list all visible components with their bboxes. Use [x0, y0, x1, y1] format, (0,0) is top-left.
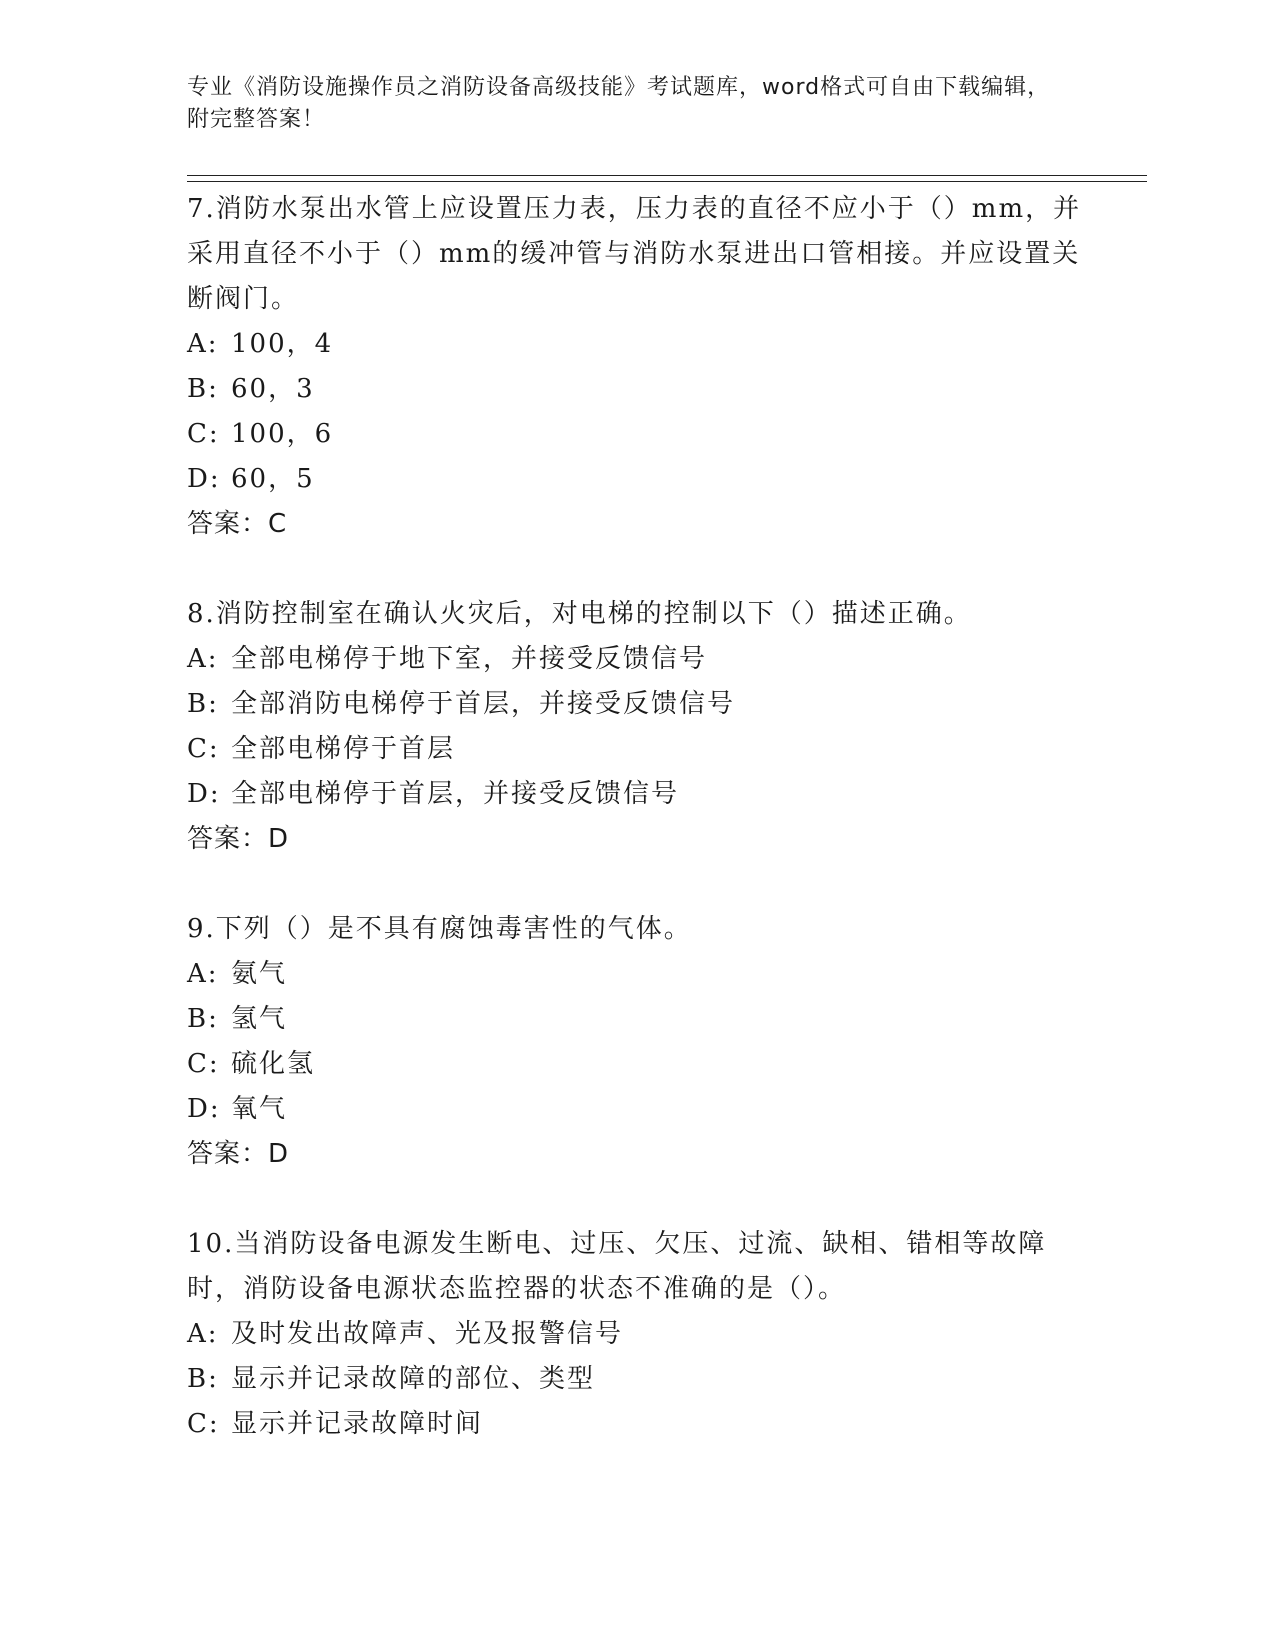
option-c — [187, 1402, 1087, 1447]
option-b — [187, 1357, 1087, 1402]
answer-line: 答案：D — [187, 1139, 290, 1169]
question-stem: 8.消防控制室在确认火灾后，对电梯的控制以下（）描述正确。 — [187, 599, 972, 629]
question-7 — [187, 187, 1087, 547]
option-text: 全部消防电梯停于首层，并接受反馈信号 — [231, 689, 736, 719]
option-text: 及时发出故障声、光及报警信号 — [231, 1319, 624, 1349]
header-divider-top — [187, 175, 1147, 176]
option-letter: C: — [187, 419, 220, 449]
option-d — [187, 772, 1087, 817]
option-text: 全部电梯停于地下室，并接受反馈信号 — [231, 644, 708, 674]
question-8 — [187, 592, 1087, 862]
option-text: 显示并记录故障的部位、类型 — [231, 1364, 596, 1394]
option-b — [187, 997, 1087, 1042]
option-text: 全部电梯停于首层 — [231, 734, 456, 764]
option-text: 氢气 — [231, 1004, 288, 1034]
option-d — [187, 1087, 1087, 1132]
option-d — [187, 457, 1087, 502]
option-text: 全部电梯停于首层，并接受反馈信号 — [231, 779, 680, 809]
option-letter: D: — [187, 779, 221, 809]
question-list — [187, 187, 1087, 1492]
option-text: 显示并记录故障时间 — [231, 1409, 484, 1439]
question-stem: 9.下列（）是不具有腐蚀毒害性的气体。 — [187, 914, 692, 944]
option-text: 60，3 — [231, 374, 315, 404]
option-text: 100，6 — [231, 419, 334, 449]
option-letter: B: — [187, 1004, 219, 1034]
option-letter: C: — [187, 1049, 220, 1079]
option-letter: B: — [187, 1364, 219, 1394]
answer-line: 答案：D — [187, 824, 290, 854]
question-10 — [187, 1222, 1087, 1447]
option-c — [187, 412, 1087, 457]
option-text: 100，4 — [231, 329, 334, 359]
option-letter: A: — [187, 959, 219, 989]
question-stem: 7.消防水泵出水管上应设置压力表，压力表的直径不应小于（）mm，并采用直径不小于（）mm的缓冲管与消防水泵进出口管相接。并应设置关断阀门。 — [187, 194, 1082, 314]
option-letter: D: — [187, 1094, 221, 1124]
option-a — [187, 1312, 1087, 1357]
option-a — [187, 322, 1087, 367]
option-a — [187, 952, 1087, 997]
option-text: 氨气 — [231, 959, 288, 989]
option-letter: A: — [187, 1319, 219, 1349]
header-divider-bottom — [187, 181, 1147, 182]
question-9 — [187, 907, 1087, 1177]
answer-line: 答案：C — [187, 509, 288, 539]
option-letter: B: — [187, 689, 219, 719]
option-letter: C: — [187, 734, 220, 764]
option-b — [187, 682, 1087, 727]
option-a — [187, 637, 1087, 682]
document-header: 专业《消防设施操作员之消防设备高级技能》考试题库，word格式可自由下载编辑，附完整答案！ — [187, 75, 1051, 132]
option-text: 硫化氢 — [231, 1049, 316, 1079]
option-text: 氧气 — [231, 1094, 288, 1124]
option-letter: C: — [187, 1409, 220, 1439]
question-stem: 10.当消防设备电源发生断电、过压、欠压、过流、缺相、错相等故障时，消防设备电源状态监控器的状态不准确的是（）。 — [187, 1229, 1047, 1304]
option-letter: D: — [187, 464, 221, 494]
option-c — [187, 727, 1087, 772]
option-text: 60，5 — [231, 464, 315, 494]
option-c — [187, 1042, 1087, 1087]
option-b — [187, 367, 1087, 412]
option-letter: A: — [187, 644, 219, 674]
option-letter: B: — [187, 374, 219, 404]
option-letter: A: — [187, 329, 219, 359]
